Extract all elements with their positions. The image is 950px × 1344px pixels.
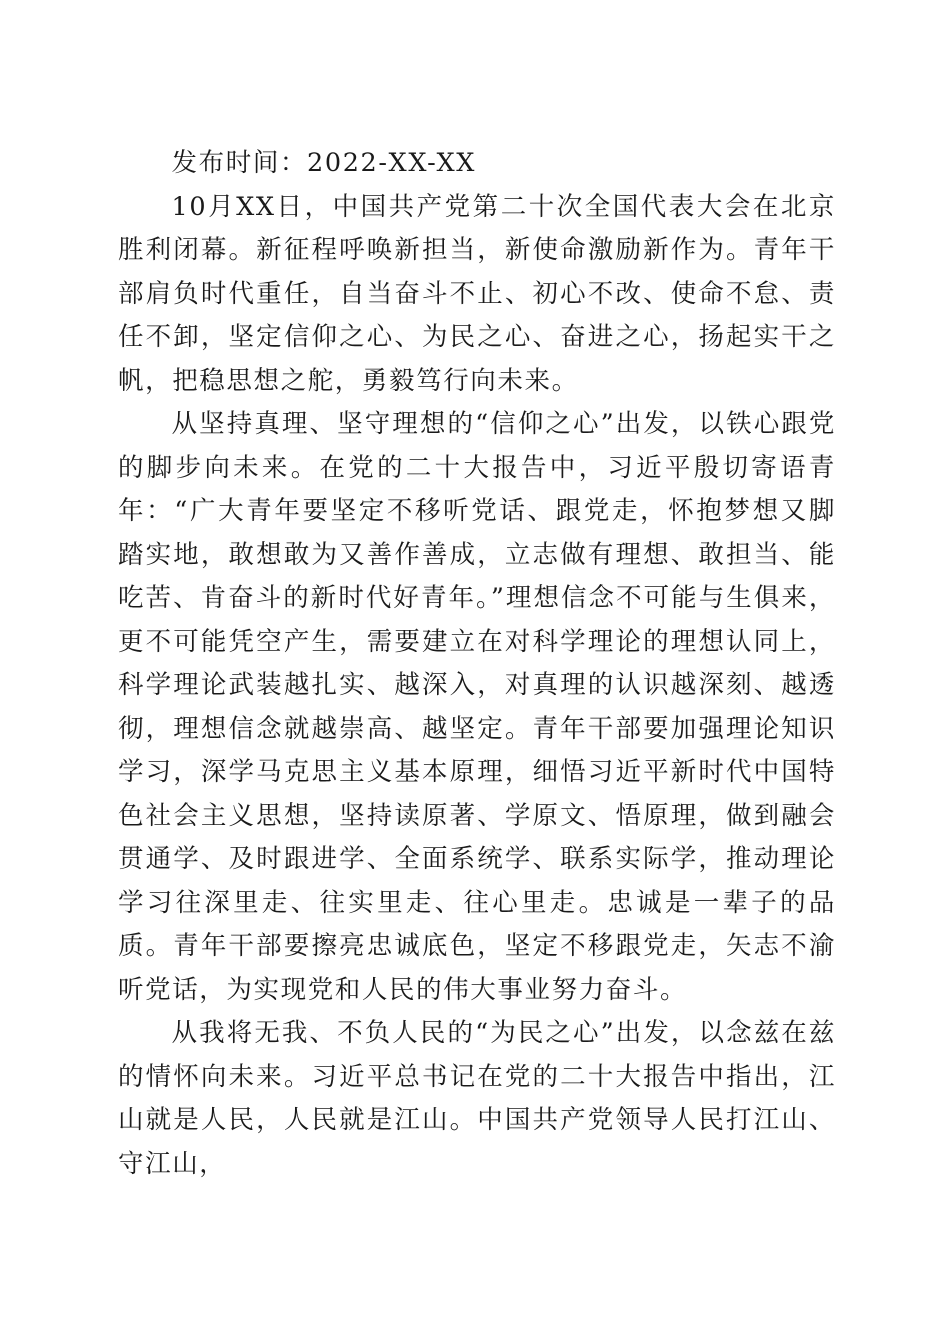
paragraph-faith: 从坚持真理、坚守理想的“信仰之心”出发，以铁心跟党的脚步向未来。在党的二十大报告中，习近平殷切寄语青年：“广大青年要坚定不移听党话、跟党走，怀抱梦想又脚踏实地，敢想敢为又善作善成，立志做有理想、敢担当、能吃苦、肯奋斗的新时代好青年。”理想信念不可能与生俱来，更不可能凭空产生，需要建立在对科学理论的理想认同上，科学理论武装越扎实、越深入，对真理的认识越深刻、越透彻，理想信念就越崇高、越坚定。青年干部要加强理论知识学习，深学马克思主义基本原理，细悟习近平新时代中国特色社会主义思想，坚持读原著、学原文、悟原理，做到融会贯通学、及时跟进学、全面系统学、联系实际学，推动理论学习往深里走、往实里走、往心里走。忠诚是一辈子的品质。青年干部要擦亮忠诚底色，坚定不移跟党走，矢志不渝听党话，为实现党和人民的伟大事业努力奋斗。 [118,409,836,1005]
paragraph-people: 从我将无我、不负人民的“为民之心”出发，以念兹在兹的情怀向未来。习近平总书记在党的二十大报告中指出，江山就是人民，人民就是江山。中国共产党领导人民打江山、守江山， [118,1018,836,1179]
publish-date-line: 发布时间：2022-XX-XX [171,148,476,178]
document-body [118,142,836,1186]
paragraph-intro: 10月XX日，中国共产党第二十次全国代表大会在北京胜利闭幕。新征程呼唤新担当，新使命激励新作为。青年干部肩负时代重任，自当奋斗不止、初心不改、使命不怠、责任不卸，坚定信仰之心、为民之心、奋进之心，扬起实干之帆，把稳思想之舵，勇毅笃行向未来。 [118,191,836,396]
